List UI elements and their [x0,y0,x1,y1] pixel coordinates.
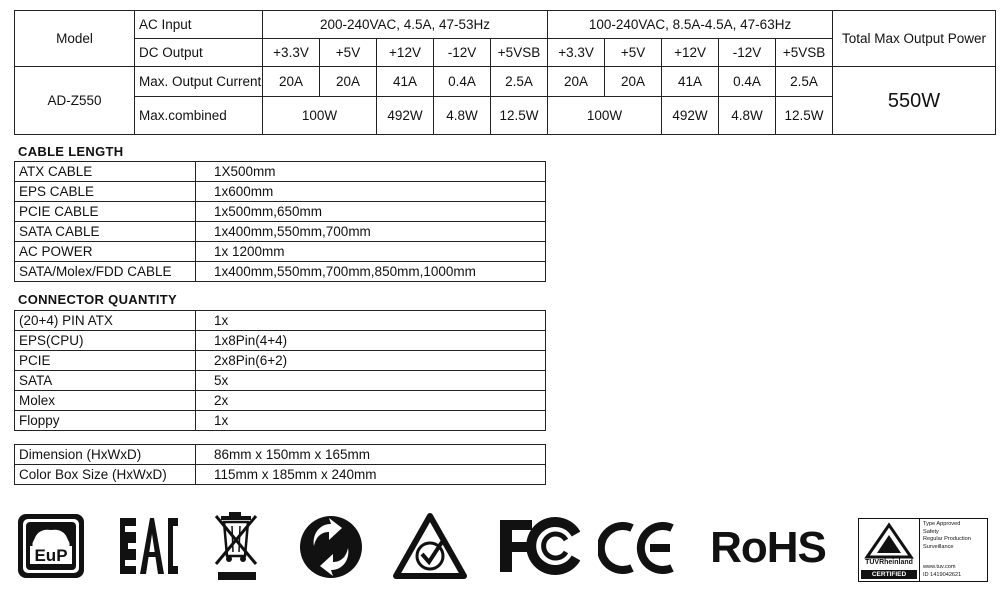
tuv-line: Surveillance [923,543,954,550]
combined-value: 12.5W [776,97,833,135]
eac-icon [116,514,182,578]
row-name: Floppy [15,411,196,431]
current-value: 0.4A [719,67,776,97]
rail: +5VSB [776,39,833,67]
table-row [15,222,546,242]
row-name: Dimension (HxWxD) [15,445,196,465]
table-row [15,371,546,391]
table-row [15,465,546,485]
max-output-current-label: Max. Output Current [135,67,263,97]
row-name: ATX CABLE [15,162,196,182]
table-row [15,162,546,182]
row-value: 5x [196,371,546,391]
green-dot-logo [298,514,364,580]
cable-length-title: CABLE LENGTH [18,144,124,159]
tuv-certified: CERTIFIED [861,570,917,579]
row-value: 1x [196,411,546,431]
svg-text:EuP: EuP [34,546,68,565]
fcc-icon [496,516,580,576]
connector-quantity-table [14,310,546,431]
eac-logo [116,514,182,578]
row-name: SATA CABLE [15,222,196,242]
recycle-arrows-icon [298,514,364,580]
current-value: 41A [377,67,434,97]
table-row [15,331,546,351]
combined-value: 492W [662,97,719,135]
row-name: SATA [15,371,196,391]
row-value: 1x400mm,550mm,700mm [196,222,546,242]
tuv-brand: TÜVRheinland [865,559,913,566]
combined-value: 492W [377,97,434,135]
rail: +5V [605,39,662,67]
cable-length-table [14,161,546,282]
model-value: AD-Z550 [15,67,135,135]
row-name: EPS CABLE [15,182,196,202]
tuv-line: Safety [923,528,939,535]
eup-icon [16,512,86,580]
rail: +12V [662,39,719,67]
table-row [15,411,546,431]
ac-input-group1: 200-240VAC, 4.5A, 47-53Hz [263,11,548,39]
rail: -12V [434,39,491,67]
rail: +3.3V [548,39,605,67]
ce-logo [598,520,678,576]
row-name: AC POWER [15,242,196,262]
rail: +12V [377,39,434,67]
tuv-triangle-icon [859,521,919,561]
eup-logo [16,512,86,580]
row-name: (20+4) PIN ATX [15,311,196,331]
ce-icon [598,520,678,576]
table-row [15,391,546,411]
row-value: 1x 1200mm [196,242,546,262]
ac-input-label: AC Input [135,11,263,39]
combined-value: 4.8W [434,97,491,135]
tuv-logo [858,518,990,582]
tuv-line: Regular Production [923,536,971,542]
current-value: 2.5A [491,67,548,97]
max-combined-label: Max.combined [135,97,263,135]
current-value: 2.5A [776,67,833,97]
row-value: 86mm x 150mm x 165mm [196,445,546,465]
tuv-mark [858,518,920,582]
row-value: 1x600mm [196,182,546,202]
current-value: 20A [320,67,377,97]
spec-table [14,10,996,135]
combined-value: 100W [548,97,662,135]
table-row [15,242,546,262]
row-value: 1x500mm,650mm [196,202,546,222]
row-name: Molex [15,391,196,411]
current-value: 0.4A [434,67,491,97]
row-value: 1x400mm,550mm,700mm,850mm,1000mm [196,262,546,282]
row-name: PCIE CABLE [15,202,196,222]
ac-input-group2: 100-240VAC, 8.5A-4.5A, 47-63Hz [548,11,833,39]
tuv-line: Type Approved [923,521,961,527]
tuv-id: ID 1419042621 [923,571,962,578]
total-power-header: Total Max Output Power [833,11,996,67]
table-row [15,311,546,331]
combined-value: 4.8W [719,97,776,135]
weee-logo [212,508,262,582]
svg-text:CE: CE [598,520,600,521]
svg-text:EAC: EAC [116,514,119,515]
dc-output-label: DC Output [135,39,263,67]
current-value: 41A [662,67,719,97]
row-name: Color Box Size (HxWxD) [15,465,196,485]
crossed-bin-icon [212,508,262,582]
rcm-check-icon [392,512,468,582]
fcc-logo [496,516,580,576]
tuv-site: www.tuv.com [923,564,956,570]
row-value: 115mm x 185mm x 240mm [196,465,546,485]
table-row [15,445,546,465]
row-value: 1X500mm [196,162,546,182]
current-value: 20A [605,67,662,97]
rohs-logo [698,520,838,576]
rcm-logo [392,512,468,582]
row-value: 1x [196,311,546,331]
rail: +5VSB [491,39,548,67]
rail: +5V [320,39,377,67]
dimensions-table [14,444,546,485]
row-name: PCIE [15,351,196,371]
row-value: 2x [196,391,546,411]
total-power-value: 550W [833,67,996,135]
combined-value: 12.5W [491,97,548,135]
table-row [15,262,546,282]
connector-quantity-title: CONNECTOR QUANTITY [18,292,177,307]
row-name: EPS(CPU) [15,331,196,351]
svg-text:FC: FC [496,516,498,517]
table-row [15,202,546,222]
tuv-details [920,518,988,582]
table-row [15,182,546,202]
current-value: 20A [263,67,320,97]
row-name: SATA/Molex/FDD CABLE [15,262,196,282]
rail: +3.3V [263,39,320,67]
combined-value: 100W [263,97,377,135]
rohs-text: RoHS [710,523,826,572]
row-value: 2x8Pin(6+2) [196,351,546,371]
model-header: Model [15,11,135,67]
row-value: 1x8Pin(4+4) [196,331,546,351]
current-value: 20A [548,67,605,97]
table-row [15,351,546,371]
rail: -12V [719,39,776,67]
